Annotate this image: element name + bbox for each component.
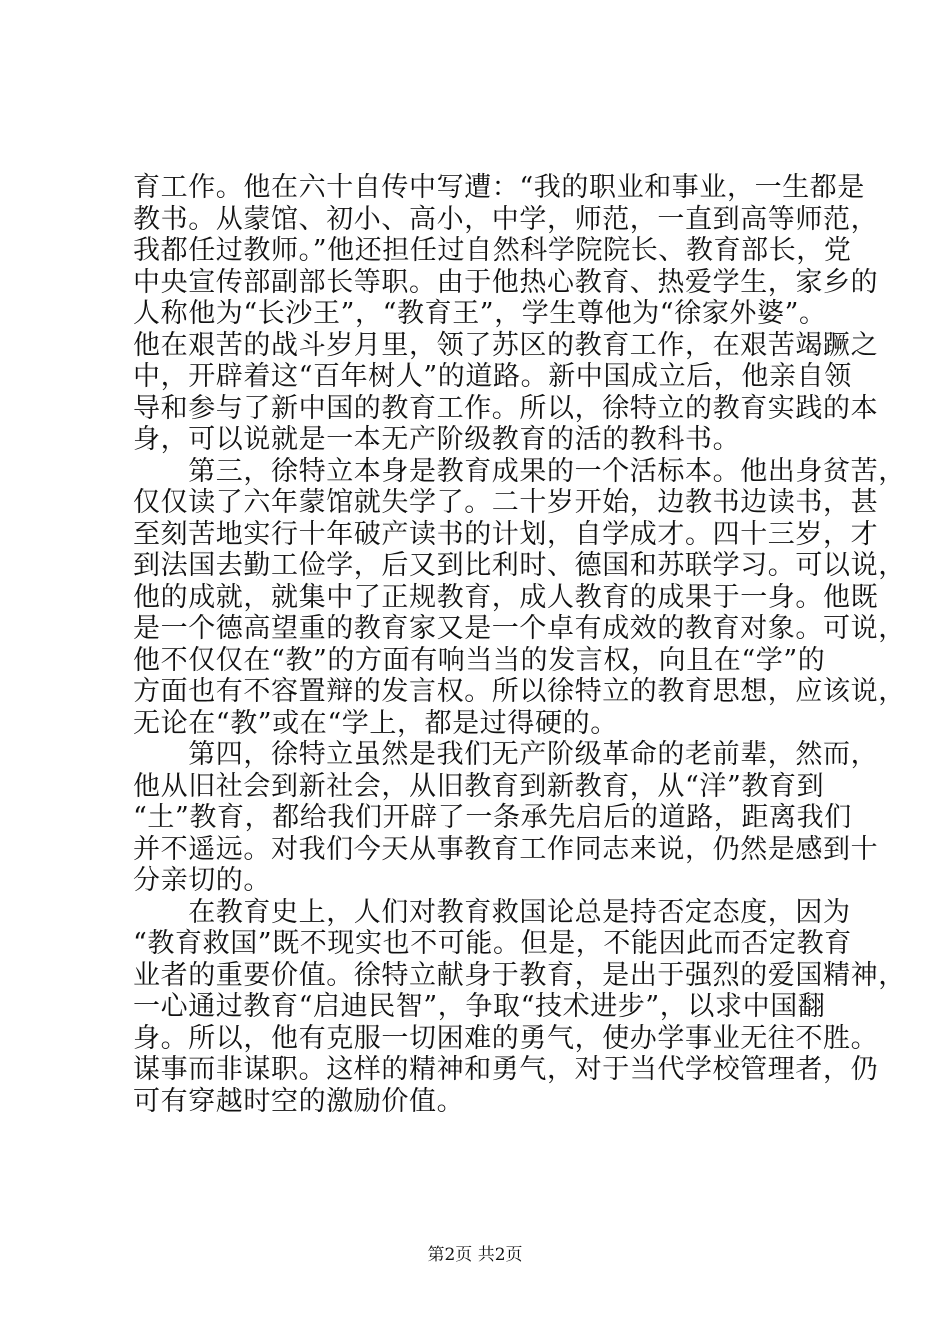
text-line: 中，开辟着这“百年树人”的道路。新中国成立后，他亲自领 — [133, 361, 852, 392]
text-line: 身，可以说就是一本无产阶级教育的活的教科书。 — [133, 424, 741, 455]
text-line: 至刻苦地实行十年破产读书的计划，自学成才。四十三岁，才 — [133, 518, 879, 550]
text-line: 无论在“教”或在“学上，都是过得硬的。 — [133, 707, 618, 739]
text-line: 育工作。他在六十自传中写遭：“我的职业和事业，一生都是 — [133, 172, 866, 203]
text-line: 可有穿越时空的激励价值。 — [133, 1085, 465, 1117]
text-line: 分亲切的。 — [133, 865, 271, 896]
text-line: 一心通过教育“启迪民智”，争取“技术进步”，以求中国翻 — [133, 991, 826, 1022]
text-line: 第四，徐特立虽然是我们无产阶级革命的老前辈，然而， — [133, 739, 879, 770]
text-line: 中央宣传部副部长等职。由于他热心教育、热爱学生，家乡的 — [133, 266, 879, 298]
text-line: 教书。从蒙馆、初小、高小，中学，师范，一直到高等师范， — [133, 203, 879, 235]
text-line: 人称他为“长沙王”，“教育王”，学生尊他为“徐家外婆”。 — [133, 298, 827, 329]
text-line: 他不仅仅在“教”的方面有响当当的发言权，向且在“学”的 — [133, 644, 826, 676]
text-line: “教育救国”既不现实也不可能。但是，不能因此而否定教育 — [133, 928, 852, 959]
text-line: 谋事而非谋职。这样的精神和勇气，对于当代学校管理者，仍 — [133, 1054, 879, 1085]
text-line: 导和参与了新中国的教育工作。所以，徐特立的教育实践的本 — [133, 392, 879, 424]
page-footer: 第2页 共2页 — [427, 1245, 523, 1265]
text-line: 他的成就，就集中了正规教育，成人教育的成果于一身。他既 — [133, 581, 879, 613]
text-line: 第三，徐特立本身是教育成果的一个活标本。他出身贫苦， — [133, 455, 906, 487]
text-line: 并不遥远。对我们今天从事教育工作同志来说，仍然是感到十 — [133, 833, 879, 865]
text-line: 方面也有不容置辩的发言权。所以徐特立的教育思想，应该说， — [133, 676, 906, 707]
text-line: 他在艰苦的战斗岁月里，领了苏区的教育工作，在艰苦竭蹶之 — [133, 329, 879, 361]
text-line: 到法国去勤工俭学，后又到比利时、德国和苏联学习。可以说， — [133, 550, 906, 581]
text-line: 身。所以，他有克服一切困难的勇气，使办学事业无往不胜。 — [133, 1022, 879, 1054]
text-line: 在教育史上，人们对教育救国论总是持否定态度，因为 — [133, 896, 851, 928]
text-line: 他从旧社会到新社会，从旧教育到新教育，从“洋”教育到 — [133, 770, 825, 802]
text-line: “土”教育，都给我们开辟了一条承先启后的道路，距离我们 — [133, 802, 852, 833]
body-text — [133, 172, 906, 1117]
text-line: 业者的重要价值。徐特立献身于教育，是出于强烈的爱国精神， — [133, 959, 906, 991]
text-line: 我都任过教师。”他还担任过自然科学院院长、教育部长，党 — [133, 235, 852, 266]
text-line: 仅仅读了六年蒙馆就失学了。二十岁开始，边教书边读书，甚 — [133, 487, 879, 518]
text-line: 是一个德高望重的教育家又是一个卓有成效的教育对象。可说， — [133, 613, 906, 644]
